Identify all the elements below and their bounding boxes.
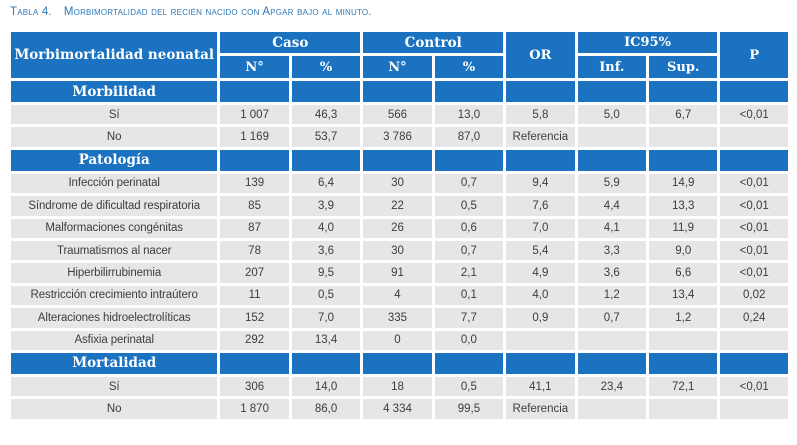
table-row xyxy=(11,263,788,282)
table-cell: 14,9 xyxy=(649,174,717,193)
table-cell xyxy=(578,127,646,146)
table-cell: 9,5 xyxy=(292,263,360,282)
header-or: OR xyxy=(506,32,574,78)
table-cell: <0,01 xyxy=(720,174,788,193)
table-cell: 18 xyxy=(363,377,431,396)
table-cell: 0,1 xyxy=(435,286,503,305)
section-header-cell xyxy=(435,81,503,102)
section-header-cell xyxy=(506,353,574,374)
table-cell: Referencia xyxy=(506,399,574,418)
header-p: P xyxy=(720,32,788,78)
table-cell: 7,6 xyxy=(506,196,574,215)
table-row xyxy=(11,105,788,124)
section-title: Patología xyxy=(11,150,217,171)
section-header-cell xyxy=(649,81,717,102)
table-cell: 4,0 xyxy=(292,219,360,238)
row-label: Infección perinatal xyxy=(11,174,217,193)
table-cell: 5,9 xyxy=(578,174,646,193)
table-cell: 3,6 xyxy=(292,241,360,260)
row-label: Traumatismos al nacer xyxy=(11,241,217,260)
table-cell: 85 xyxy=(220,196,288,215)
table-cell: 292 xyxy=(220,331,288,350)
table-cell: 4 334 xyxy=(363,399,431,418)
table-cell: 0,5 xyxy=(435,377,503,396)
table-row xyxy=(11,219,788,238)
section-header-cell xyxy=(649,353,717,374)
morbimortality-table xyxy=(8,29,791,422)
table-row xyxy=(11,377,788,396)
table-row xyxy=(11,399,788,418)
table-cell: 6,7 xyxy=(649,105,717,124)
table-cell: 1,2 xyxy=(578,286,646,305)
table-cell: 139 xyxy=(220,174,288,193)
table-cell: 2,1 xyxy=(435,263,503,282)
section-header-cell xyxy=(292,353,360,374)
table-cell: 9,0 xyxy=(649,241,717,260)
section-header-cell xyxy=(649,150,717,171)
table-cell xyxy=(649,399,717,418)
header-label: Morbimortalidad neonatal xyxy=(11,32,217,78)
table-cell xyxy=(720,127,788,146)
row-label: Síndrome de dificultad respiratoria xyxy=(11,196,217,215)
table-cell: 26 xyxy=(363,219,431,238)
table-cell: 207 xyxy=(220,263,288,282)
table-cell xyxy=(649,127,717,146)
section-header-cell xyxy=(578,81,646,102)
table-caption xyxy=(10,6,372,18)
table-cell: 1 870 xyxy=(220,399,288,418)
table-cell: <0,01 xyxy=(720,105,788,124)
table-row xyxy=(11,286,788,305)
table-cell: 30 xyxy=(363,241,431,260)
table-number: Tabla 4. xyxy=(10,6,52,18)
section-header-cell xyxy=(506,81,574,102)
table-cell: 3 786 xyxy=(363,127,431,146)
section-header-cell xyxy=(578,150,646,171)
section-title: Mortalidad xyxy=(11,353,217,374)
row-label: Asfixia perinatal xyxy=(11,331,217,350)
table-cell: 87 xyxy=(220,219,288,238)
row-label: No xyxy=(11,399,217,418)
table-cell: 53,7 xyxy=(292,127,360,146)
row-label: Hiperbilirrubinemia xyxy=(11,263,217,282)
table-cell: 7,0 xyxy=(506,219,574,238)
header-control-n: N° xyxy=(363,56,431,78)
row-label: Sí xyxy=(11,377,217,396)
table-cell: 306 xyxy=(220,377,288,396)
table-cell xyxy=(578,399,646,418)
header-ic-inf: Inf. xyxy=(578,56,646,78)
table-cell xyxy=(649,331,717,350)
table-cell: 7,7 xyxy=(435,308,503,327)
table-cell: 152 xyxy=(220,308,288,327)
table-cell: 0,5 xyxy=(292,286,360,305)
table-cell: 14,0 xyxy=(292,377,360,396)
table-cell: 6,4 xyxy=(292,174,360,193)
row-label: Restricción crecimiento intraútero xyxy=(11,286,217,305)
section-header-cell xyxy=(720,150,788,171)
section-header-cell xyxy=(720,353,788,374)
table-cell: 72,1 xyxy=(649,377,717,396)
table-cell: 4,9 xyxy=(506,263,574,282)
header-control-pct: % xyxy=(435,56,503,78)
table-cell: 0,6 xyxy=(435,219,503,238)
row-label: No xyxy=(11,127,217,146)
table-cell: 4,1 xyxy=(578,219,646,238)
table-cell: 13,4 xyxy=(292,331,360,350)
table-cell: 4,4 xyxy=(578,196,646,215)
table-cell: 335 xyxy=(363,308,431,327)
table-cell: 86,0 xyxy=(292,399,360,418)
section-header-cell xyxy=(363,353,431,374)
table-cell: 3,6 xyxy=(578,263,646,282)
table-cell: 0,7 xyxy=(578,308,646,327)
table-cell: 0,7 xyxy=(435,241,503,260)
table-cell xyxy=(720,331,788,350)
table-cell: Referencia xyxy=(506,127,574,146)
table-row xyxy=(11,127,788,146)
table-cell: 3,9 xyxy=(292,196,360,215)
section-title: Morbilidad xyxy=(11,81,217,102)
table-row xyxy=(11,196,788,215)
section-header-cell xyxy=(292,81,360,102)
table-cell: 0,24 xyxy=(720,308,788,327)
section-header-cell xyxy=(720,81,788,102)
table-cell: 0,5 xyxy=(435,196,503,215)
table-cell: <0,01 xyxy=(720,377,788,396)
table-row xyxy=(11,331,788,350)
table-cell: 99,5 xyxy=(435,399,503,418)
table-cell xyxy=(506,331,574,350)
header-control: Control xyxy=(363,32,503,53)
table-title: Morbimortalidad del recién nacido con Apgar bajo al minuto. xyxy=(63,6,372,18)
table-cell: 13,0 xyxy=(435,105,503,124)
table-cell: 0 xyxy=(363,331,431,350)
table-cell: 46,3 xyxy=(292,105,360,124)
table-cell: 4 xyxy=(363,286,431,305)
table-row xyxy=(11,174,788,193)
section-header-cell xyxy=(220,81,288,102)
table-body xyxy=(11,81,788,419)
table-cell: 0,0 xyxy=(435,331,503,350)
table-cell: 11 xyxy=(220,286,288,305)
table-cell: 6,6 xyxy=(649,263,717,282)
section-header-cell xyxy=(506,150,574,171)
table-cell: 1,2 xyxy=(649,308,717,327)
table-cell: <0,01 xyxy=(720,196,788,215)
header-caso-n: N° xyxy=(220,56,288,78)
table-cell: 9,4 xyxy=(506,174,574,193)
table-cell: 5,4 xyxy=(506,241,574,260)
section-header-row xyxy=(11,81,788,102)
table-cell: 87,0 xyxy=(435,127,503,146)
table-cell: <0,01 xyxy=(720,241,788,260)
section-header-cell xyxy=(435,353,503,374)
table-cell: 78 xyxy=(220,241,288,260)
table-cell: 91 xyxy=(363,263,431,282)
table-cell: 13,4 xyxy=(649,286,717,305)
row-label: Alteraciones hidroelectrolíticas xyxy=(11,308,217,327)
section-header-row xyxy=(11,150,788,171)
header-caso-pct: % xyxy=(292,56,360,78)
section-header-cell xyxy=(220,150,288,171)
table-cell: <0,01 xyxy=(720,219,788,238)
header-ic-sup: Sup. xyxy=(649,56,717,78)
section-header-cell xyxy=(363,150,431,171)
table-cell: 22 xyxy=(363,196,431,215)
table-cell xyxy=(720,399,788,418)
header-ic95: IC95% xyxy=(578,32,718,53)
table-row xyxy=(11,308,788,327)
section-header-cell xyxy=(363,81,431,102)
table-cell: 41,1 xyxy=(506,377,574,396)
section-header-cell xyxy=(220,353,288,374)
section-header-cell xyxy=(578,353,646,374)
table-cell: 7,0 xyxy=(292,308,360,327)
section-header-cell xyxy=(435,150,503,171)
table-cell: 1 007 xyxy=(220,105,288,124)
table-cell: 13,3 xyxy=(649,196,717,215)
table-cell: 11,9 xyxy=(649,219,717,238)
row-label: Sí xyxy=(11,105,217,124)
table-row xyxy=(11,241,788,260)
table-cell xyxy=(578,331,646,350)
table-cell: <0,01 xyxy=(720,263,788,282)
table-cell: 3,3 xyxy=(578,241,646,260)
table-cell: 566 xyxy=(363,105,431,124)
table-cell: 0,02 xyxy=(720,286,788,305)
row-label: Malformaciones congénitas xyxy=(11,219,217,238)
table-cell: 4,0 xyxy=(506,286,574,305)
table-cell: 5,8 xyxy=(506,105,574,124)
table-cell: 5,0 xyxy=(578,105,646,124)
section-header-cell xyxy=(292,150,360,171)
table-cell: 30 xyxy=(363,174,431,193)
section-header-row xyxy=(11,353,788,374)
table-cell: 23,4 xyxy=(578,377,646,396)
table-cell: 1 169 xyxy=(220,127,288,146)
header-caso: Caso xyxy=(220,32,360,53)
table-cell: 0,7 xyxy=(435,174,503,193)
table-cell: 0,9 xyxy=(506,308,574,327)
